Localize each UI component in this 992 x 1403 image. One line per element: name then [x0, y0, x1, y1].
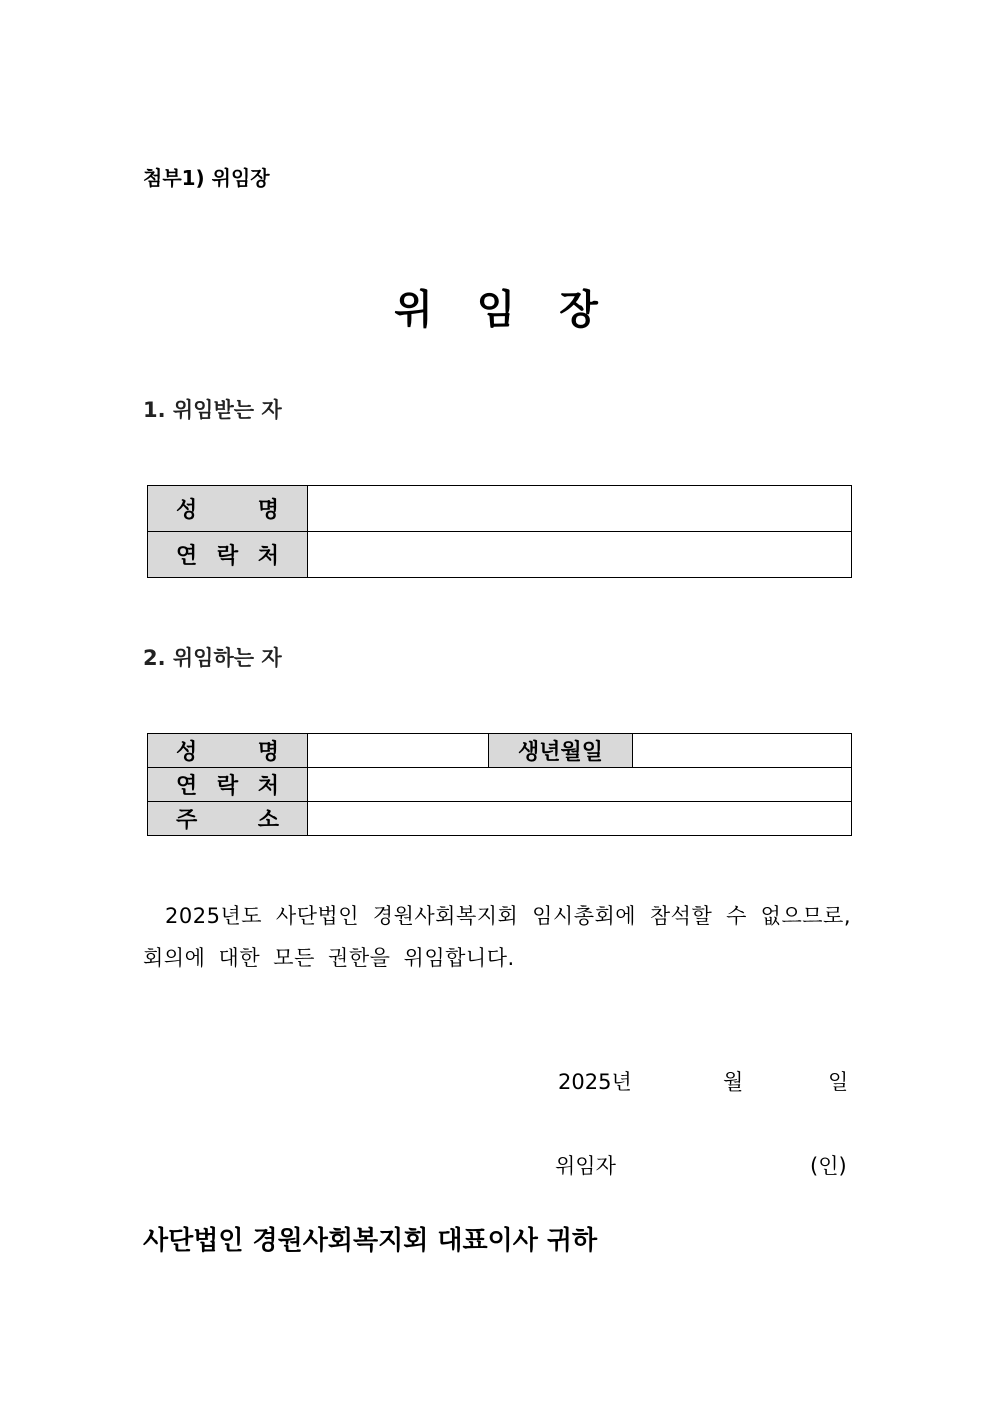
delegator-label: 위임자 [555, 1154, 616, 1178]
document-title: 위 임 장 [394, 287, 598, 333]
section2-heading: 2. 위임하는 자 [143, 646, 282, 670]
table-row [148, 802, 852, 836]
delegator-address-field[interactable] [308, 802, 852, 836]
address-label: 주 소 [176, 808, 279, 833]
delegate-contact-field[interactable] [308, 532, 852, 578]
delegator-name-field[interactable] [308, 734, 489, 768]
birthdate-field[interactable] [633, 734, 852, 768]
seal-mark: (인) [810, 1154, 847, 1178]
birthdate-label: 생년월일 [489, 734, 633, 768]
name-label: 성 명 [176, 740, 279, 765]
attachment-label: 첨부1) 위임장 [143, 166, 270, 190]
delegator-table [147, 733, 852, 836]
table-row [148, 486, 852, 532]
date-day: 일 [828, 1070, 849, 1094]
contact-label: 연 락 처 [176, 774, 279, 799]
delegation-statement: 2025년도 사단법인 경원사회복지회 임시총회에 참석할 수 없으므로, 회의에 대한 모든 권한을 위임합니다. [143, 904, 851, 970]
contact-label: 연 락 처 [176, 544, 279, 569]
delegate-name-field[interactable] [308, 486, 852, 532]
delegator-contact-field[interactable] [308, 768, 852, 802]
section1-heading: 1. 위임받는 자 [143, 398, 282, 422]
table-row [148, 768, 852, 802]
table-row [148, 532, 852, 578]
delegate-table [147, 485, 852, 578]
recipient-line: 사단법인 경원사회복지회 대표이사 귀하 [143, 1226, 598, 1256]
date-month: 월 [723, 1070, 744, 1094]
date-year: 2025년 [558, 1070, 632, 1094]
name-label: 성 명 [176, 498, 279, 523]
table-row [148, 734, 852, 768]
